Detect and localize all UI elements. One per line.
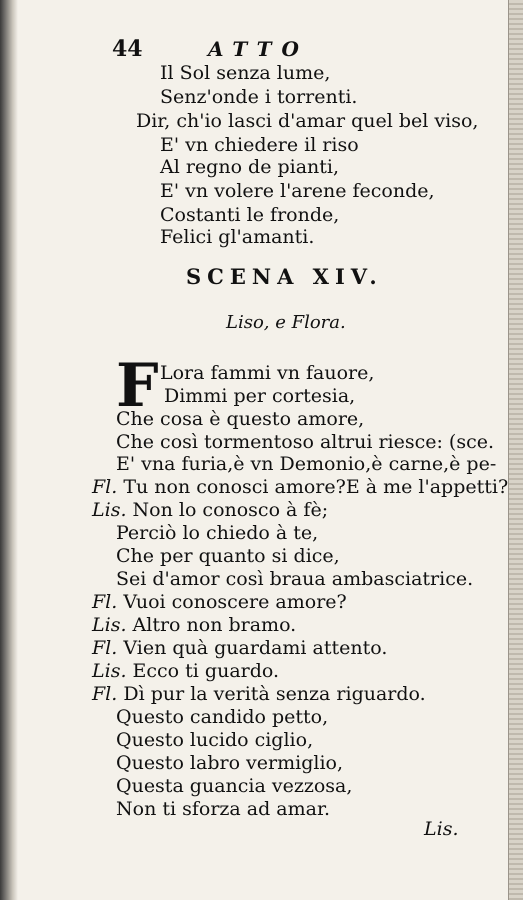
dialogue-line <box>116 522 318 544</box>
dialogue-text: Questo lucido ciglio, <box>116 729 314 751</box>
dialogue-text: E' vna furia,è vn Demonio,è carne,è pe- <box>116 453 497 475</box>
dialogue-line <box>116 568 473 590</box>
dialogue-line <box>116 408 364 430</box>
speaker-label: Lis. <box>92 614 127 636</box>
dialogue-line <box>92 476 508 498</box>
dialogue-line <box>92 660 279 682</box>
dialogue-line <box>116 752 343 774</box>
dialogue-line <box>92 683 426 705</box>
verse-line: Felici gl'amanti. <box>160 226 315 248</box>
dialogue-line <box>116 729 313 751</box>
verse-line: Al regno de pianti, <box>160 156 340 178</box>
verse-line: Dir, ch'io lasci d'amar quel bel viso, <box>136 110 479 132</box>
dialogue-text: Dì pur la verità senza riguardo. <box>123 683 426 705</box>
gutter-shadow <box>0 0 18 900</box>
speaker-label: Lis. <box>92 660 127 682</box>
dialogue-line <box>92 637 387 659</box>
dialogue-line: Lora fammi vn fauore, <box>160 362 375 384</box>
dialogue-text: Non ti sforza ad amar. <box>116 798 331 820</box>
scene-persons: Liso, e Flora. <box>226 312 346 333</box>
running-head: ATTO <box>208 37 309 61</box>
dialogue-text: Non lo conosco à fè; <box>132 499 329 521</box>
speaker-label: Lis. <box>92 499 127 521</box>
verse-line: E' vn chiedere il riso <box>160 134 359 156</box>
dialogue-text: Sei d'amor così braua ambasciatrice. <box>116 568 474 590</box>
scene-title: SCENA XIV. <box>186 264 383 289</box>
verse-line: E' vn volere l'arene feconde, <box>160 180 435 202</box>
dialogue-text: Questo candido petto, <box>116 706 329 728</box>
dialogue-text: Tu non conosci amore?E à me l'appetti? <box>123 476 509 498</box>
catchword: Lis. <box>424 818 459 840</box>
dialogue-line <box>116 453 496 475</box>
dialogue-line <box>116 798 330 820</box>
dialogue-text: Questo labro vermiglio, <box>116 752 343 774</box>
speaker-label: Fl. <box>92 637 118 659</box>
speaker-label: Fl. <box>92 683 118 705</box>
dialogue-line <box>92 499 328 521</box>
dialogue-text: Vuoi conoscere amore? <box>123 591 347 613</box>
page-number: 44 <box>112 36 143 62</box>
dialogue-text: Perciò lo chiedo à te, <box>116 522 319 544</box>
dialogue-line <box>116 431 494 453</box>
dialogue-line <box>92 591 347 613</box>
dialogue-text: Vien quà guardami attento. <box>123 637 388 659</box>
dialogue-text: Che per quanto si dice, <box>116 545 340 567</box>
dialogue-line <box>92 614 296 636</box>
speaker-label: Fl. <box>92 476 118 498</box>
dialogue-text: Ecco ti guardo. <box>132 660 280 682</box>
page-edge <box>508 0 523 900</box>
dialogue-text: Che cosa è questo amore, <box>116 408 365 430</box>
dialogue-text: Dimmi per cortesia, <box>164 385 356 407</box>
dialogue-text: Che così tormentoso altrui riesce: (sce. <box>116 431 495 453</box>
verse-line: Il Sol senza lume, <box>160 62 331 84</box>
drop-cap: F <box>116 351 159 421</box>
verse-line: Costanti le fronde, <box>160 204 340 226</box>
speaker-label: Fl. <box>92 591 118 613</box>
dialogue-line <box>116 706 328 728</box>
verse-line: Senz'onde i torrenti. <box>160 86 358 108</box>
dialogue-line <box>116 775 352 797</box>
dialogue-line <box>164 385 355 407</box>
dialogue-text: Altro non bramo. <box>132 614 297 636</box>
dialogue-line <box>116 545 340 567</box>
dialogue-text: Questa guancia vezzosa, <box>116 775 353 797</box>
